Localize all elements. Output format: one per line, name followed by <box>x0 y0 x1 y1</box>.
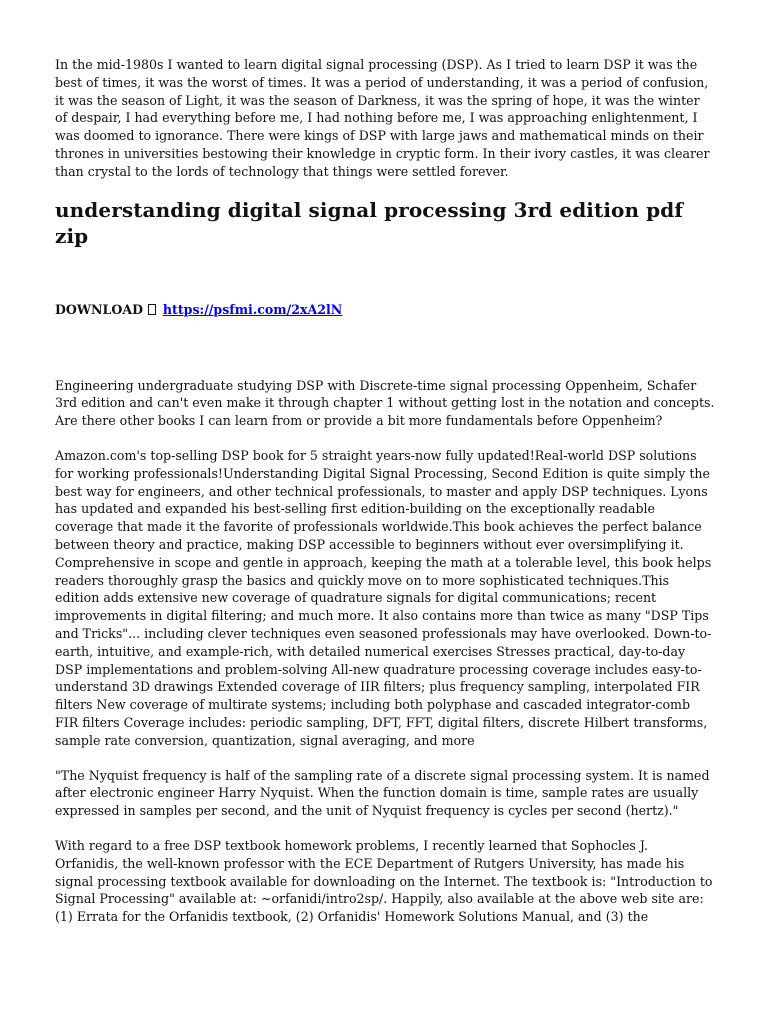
document-page <box>55 56 715 926</box>
missing-glyph-icon <box>148 304 156 315</box>
body-paragraph-1: Engineering undergraduate studying DSP with Discrete-time signal processing Oppenheim, Schafer 3rd edition and can't even make it through chapter 1 without getting lost in the notation and concepts. Are there other books I can learn from or provide a bit more fundamentals before Oppenheim? <box>55 377 715 429</box>
download-line <box>55 301 715 318</box>
download-label: DOWNLOAD <box>55 301 144 317</box>
body-paragraph-4: With regard to a free DSP textbook homework problems, I recently learned that Sophocles J. Orfanidis, the well-known professor with the ECE Department of Rutgers University, has made his signal processing textbook available for downloading on the Internet. The textbook is: "Introduction to Signal Processing" available at: ~orfanidi/intro2sp/. Happily, also available at the above web site are:(1) Errata for the Orfanidis textbook, (2) Orfanidis' Homework Solutions Manual, and (3) the <box>55 837 713 925</box>
body-paragraph-3: "The Nyquist frequency is half of the sampling rate of a discrete signal processing system. It is named after electronic engineer Harry Nyquist. When the function domain is time, sample rates are usually expressed in samples per second, and the unit of Nyquist frequency is cycles per second (hertz)." <box>55 767 710 819</box>
body-paragraph-2: Amazon.com's top-selling DSP book for 5 straight years-now fully updated!Real-world DSP solutions for working professionals!Understanding Digital Signal Processing, Second Edition is quite simply the best way for engineers, and other technical professionals, to master and apply DSP techniques. Lyons has updated and expanded his best-selling first edition-building on the exceptionally readable coverage that made it the favorite of professionals worldwide.This book achieves the perfect balance between theory and practice, making DSP accessible to beginners without ever oversimplifying it. Comprehensive in scope and gentle in approach, keeping the math at a tolerable level, this book helps readers thoroughly grasp the basics and quickly move on to more sophisticated techniques.This edition adds extensive new coverage of quadrature signals for digital communications; recent improvements in digital filtering; and much more. It also contains more than twice as many "DSP Tips and Tricks"... including clever techniques even seasoned professionals may have overlooked. Down-to-earth, intuitive, and example-rich, with detailed numerical exercises Stresses practical, day-to-day DSP implementations and problem-solving All-new quadrature processing coverage includes easy-to-understand 3D drawings Extended coverage of IIR filters; plus frequency sampling, interpolated FIR filters New coverage of multirate systems; including both polyphase and cascaded integrator-comb FIR filters Coverage includes: periodic sampling, DFT, FFT, digital filters, discrete Hilbert transforms, sample rate conversion, quantization, signal averaging, and more <box>55 447 712 748</box>
page-title: understanding digital signal processing 3rd edition pdf zip <box>55 197 684 248</box>
intro-paragraph: In the mid-1980s I wanted to learn digital signal processing (DSP). As I tried to learn DSP it was the best of times, it was the worst of times. It was a period of understanding, it was a period of confusion, it was the season of Light, it was the season of Darkness, it was the spring of hope, it was the winter of despair, I had everything before me, I had nothing before me, I was approaching enlightenment, I was doomed to ignorance. There were kings of DSP with large jaws and mathematical minds on their thrones in universities bestowing their knowledge in cryptic form. In their ivory castles, it was clearer than crystal to the lords of technology that things were settled forever. <box>55 57 710 179</box>
download-link[interactable]: https://psfmi.com/2xA2lN <box>162 301 343 317</box>
